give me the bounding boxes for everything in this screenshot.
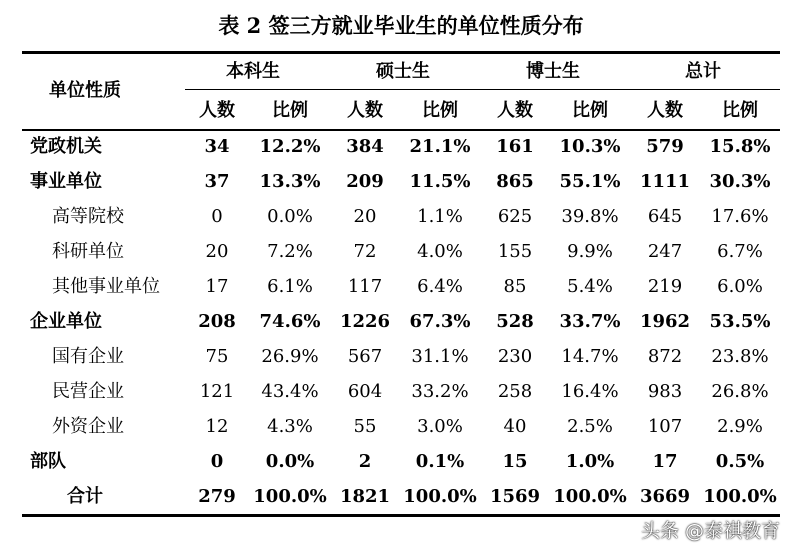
table-cell: 55.1% (559, 171, 621, 192)
table-cell: 30.3% (709, 171, 771, 192)
table-cell: 3.0% (417, 416, 463, 437)
table-cell: 4.3% (267, 416, 313, 437)
table-cell: 31.1% (411, 346, 469, 367)
table-cell: 230 (497, 346, 533, 367)
row-label: 合计 (67, 486, 103, 507)
table-cell: 872 (647, 346, 683, 367)
table-cell: 6.1% (267, 276, 313, 297)
table-cell: 0 (210, 451, 224, 472)
table-cell: 15 (502, 451, 528, 472)
table-cell: 100.0% (553, 486, 627, 507)
table-cell: 625 (497, 206, 533, 227)
row-label: 高等院校 (52, 206, 124, 227)
table-cell: 67.3% (409, 311, 471, 332)
table-cell: 10.3% (559, 136, 621, 157)
table-cell: 1962 (639, 311, 691, 332)
row-label: 外资企业 (52, 416, 124, 437)
table-cell: 645 (647, 206, 683, 227)
row-label: 其他事业单位 (52, 276, 160, 297)
table-cell: 247 (647, 241, 683, 262)
table-cell: 40 (503, 416, 527, 437)
table-cell: 85 (503, 276, 527, 297)
table-cell: 6.4% (417, 276, 463, 297)
table-cell: 1111 (639, 171, 691, 192)
row-label: 科研单位 (52, 241, 124, 262)
table-cell: 1569 (489, 486, 541, 507)
table-cell: 33.2% (411, 381, 469, 402)
count-header: 人数 (347, 100, 383, 121)
table-cell: 4.0% (417, 241, 463, 262)
group-header: 博士生 (526, 61, 580, 82)
table-cell: 579 (646, 136, 684, 157)
table-cell: 23.8% (711, 346, 769, 367)
table-cell: 34 (204, 136, 230, 157)
table-cell: 6.7% (717, 241, 763, 262)
table-cell: 3669 (639, 486, 691, 507)
row-label: 事业单位 (30, 171, 102, 192)
group-header: 本科生 (226, 61, 280, 82)
row-label: 部队 (30, 451, 66, 472)
ratio-header: 比例 (422, 100, 458, 121)
table-cell: 865 (496, 171, 534, 192)
count-header: 人数 (199, 100, 235, 121)
table-cell: 75 (205, 346, 229, 367)
table-cell: 258 (497, 381, 533, 402)
row-label: 企业单位 (30, 311, 102, 332)
table-cell: 12.2% (259, 136, 321, 157)
table-cell: 528 (496, 311, 534, 332)
table-cell: 43.4% (261, 381, 319, 402)
table-cell: 155 (497, 241, 533, 262)
table-cell: 17.6% (711, 206, 769, 227)
table-cell: 33.7% (559, 311, 621, 332)
table-cell: 161 (496, 136, 534, 157)
table-cell: 53.5% (709, 311, 771, 332)
count-header: 人数 (647, 100, 683, 121)
table-cell: 15.8% (709, 136, 771, 157)
table-cell: 279 (198, 486, 236, 507)
row-label-header: 单位性质 (49, 80, 121, 101)
table-cell: 13.3% (259, 171, 321, 192)
table-cell: 567 (347, 346, 383, 367)
watermark: 头条 @泰祺教育 (640, 520, 780, 542)
table-cell: 1.0% (565, 451, 615, 472)
row-label: 民营企业 (52, 381, 124, 402)
table-cell: 100.0% (253, 486, 327, 507)
table-cell: 0.0% (267, 206, 313, 227)
table-cell: 1226 (339, 311, 391, 332)
group-header: 总计 (685, 61, 721, 82)
table-cell: 219 (647, 276, 683, 297)
table-cell: 117 (347, 276, 383, 297)
bottom-rule (22, 514, 780, 517)
table-cell: 9.9% (567, 241, 613, 262)
table-cell: 2.5% (567, 416, 613, 437)
table-cell: 107 (647, 416, 683, 437)
table-cell: 983 (647, 381, 683, 402)
table-cell: 16.4% (561, 381, 619, 402)
table-cell: 0 (211, 206, 223, 227)
table-cell: 5.4% (567, 276, 613, 297)
table-cell: 100.0% (703, 486, 777, 507)
table-cell: 100.0% (403, 486, 477, 507)
table-cell: 121 (199, 381, 235, 402)
table-cell: 2.9% (717, 416, 763, 437)
table-cell: 12 (205, 416, 229, 437)
table-cell: 17 (205, 276, 229, 297)
count-header: 人数 (497, 100, 533, 121)
table-cell: 20 (205, 241, 229, 262)
group-rule (185, 89, 780, 90)
table-cell: 0.5% (715, 451, 765, 472)
top-rule (22, 51, 780, 54)
table-title: 表 2 签三方就业毕业生的单位性质分布 (218, 13, 584, 38)
table-cell: 2 (358, 451, 372, 472)
table-cell: 14.7% (561, 346, 619, 367)
table-cell: 1.1% (417, 206, 463, 227)
table-cell: 72 (353, 241, 377, 262)
table-cell: 26.9% (261, 346, 319, 367)
table-cell: 208 (198, 311, 236, 332)
table-cell: 74.6% (259, 311, 321, 332)
ratio-header: 比例 (722, 100, 758, 121)
table-cell: 17 (652, 451, 678, 472)
table-cell: 7.2% (267, 241, 313, 262)
table-cell: 37 (204, 171, 230, 192)
row-label: 国有企业 (52, 346, 124, 367)
table-cell: 11.5% (409, 171, 471, 192)
table-cell: 21.1% (409, 136, 471, 157)
group-header: 硕士生 (376, 61, 430, 82)
table-cell: 0.0% (265, 451, 315, 472)
row-label: 党政机关 (30, 136, 102, 157)
table-cell: 6.0% (717, 276, 763, 297)
ratio-header: 比例 (572, 100, 608, 121)
table-cell: 1821 (339, 486, 391, 507)
table-cell: 39.8% (561, 206, 619, 227)
header-rule (22, 129, 780, 131)
table-cell: 604 (347, 381, 383, 402)
table-cell: 0.1% (415, 451, 465, 472)
table-cell: 209 (346, 171, 384, 192)
ratio-header: 比例 (272, 100, 308, 121)
table-cell: 55 (353, 416, 377, 437)
table-cell: 20 (353, 206, 377, 227)
table-cell: 384 (346, 136, 384, 157)
table-cell: 26.8% (711, 381, 769, 402)
